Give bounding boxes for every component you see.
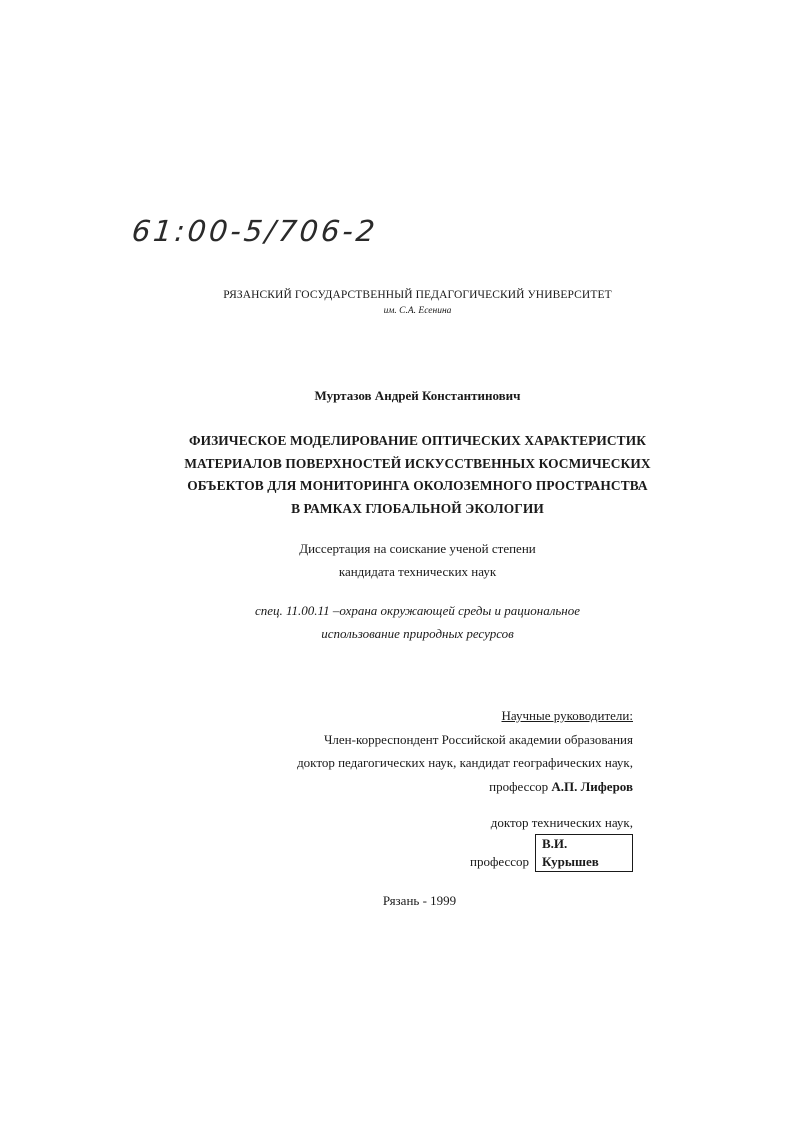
supervisors-block	[133, 704, 633, 798]
supervisor-title: Член-корреспондент Российской академии образования	[323, 731, 633, 747]
supervisor-name: А.П. Лиферов	[551, 778, 633, 794]
second-supervisor-block	[233, 811, 633, 873]
supervisor-rank: профессор	[489, 778, 549, 794]
dissertation-title	[20, 430, 795, 520]
handwritten-stamp-code: 61:00-5/706-2	[130, 214, 380, 248]
author-name: Муртазов Андрей Константинович	[314, 388, 521, 403]
degree-line: кандидата технических наук	[338, 564, 497, 579]
supervisors-heading: Научные руководители:	[501, 708, 633, 723]
title-line: МАТЕРИАЛОВ ПОВЕРХНОСТЕЙ ИСКУССТВЕННЫХ КОСМИЧЕСКИХ	[184, 455, 651, 471]
specialty-line: спец. 11.00.11 –охрана окружающей среды и рациональное	[254, 603, 581, 618]
city-year: Рязань - 1999	[382, 893, 457, 908]
second-supervisor-name-line	[233, 834, 633, 873]
degree-statement	[20, 537, 795, 583]
supervisor-name-line	[133, 775, 633, 799]
university-named-after: им. С.А. Есенина	[383, 306, 452, 316]
degree-line: Диссертация на соискание ученой степени	[299, 541, 536, 556]
second-supervisor-name: В.И. Курышев	[535, 834, 633, 872]
title-line: В РАМКАХ ГЛОБАЛЬНОЙ ЭКОЛОГИИ	[291, 500, 544, 516]
title-line: ФИЗИЧЕСКОЕ МОДЕЛИРОВАНИЕ ОПТИЧЕСКИХ ХАРАКТЕРИСТИК	[188, 433, 647, 448]
specialty	[20, 599, 795, 645]
supervisor-degree: доктор педагогических наук, кандидат географических наук,	[297, 755, 633, 770]
university-name: РЯЗАНСКИЙ ГОСУДАРСТВЕННЫЙ ПЕДАГОГИЧЕСКИЙ УНИВЕРСИТЕТ	[223, 289, 612, 301]
title-line: ОБЪЕКТОВ ДЛЯ МОНИТОРИНГА ОКОЛОЗЕМНОГО ПРОСТРАНСТВА	[187, 478, 648, 493]
second-supervisor-rank: профессор	[469, 854, 529, 869]
specialty-line: использование природных ресурсов	[321, 626, 514, 641]
second-supervisor-degree: доктор технических наук,	[490, 815, 633, 830]
